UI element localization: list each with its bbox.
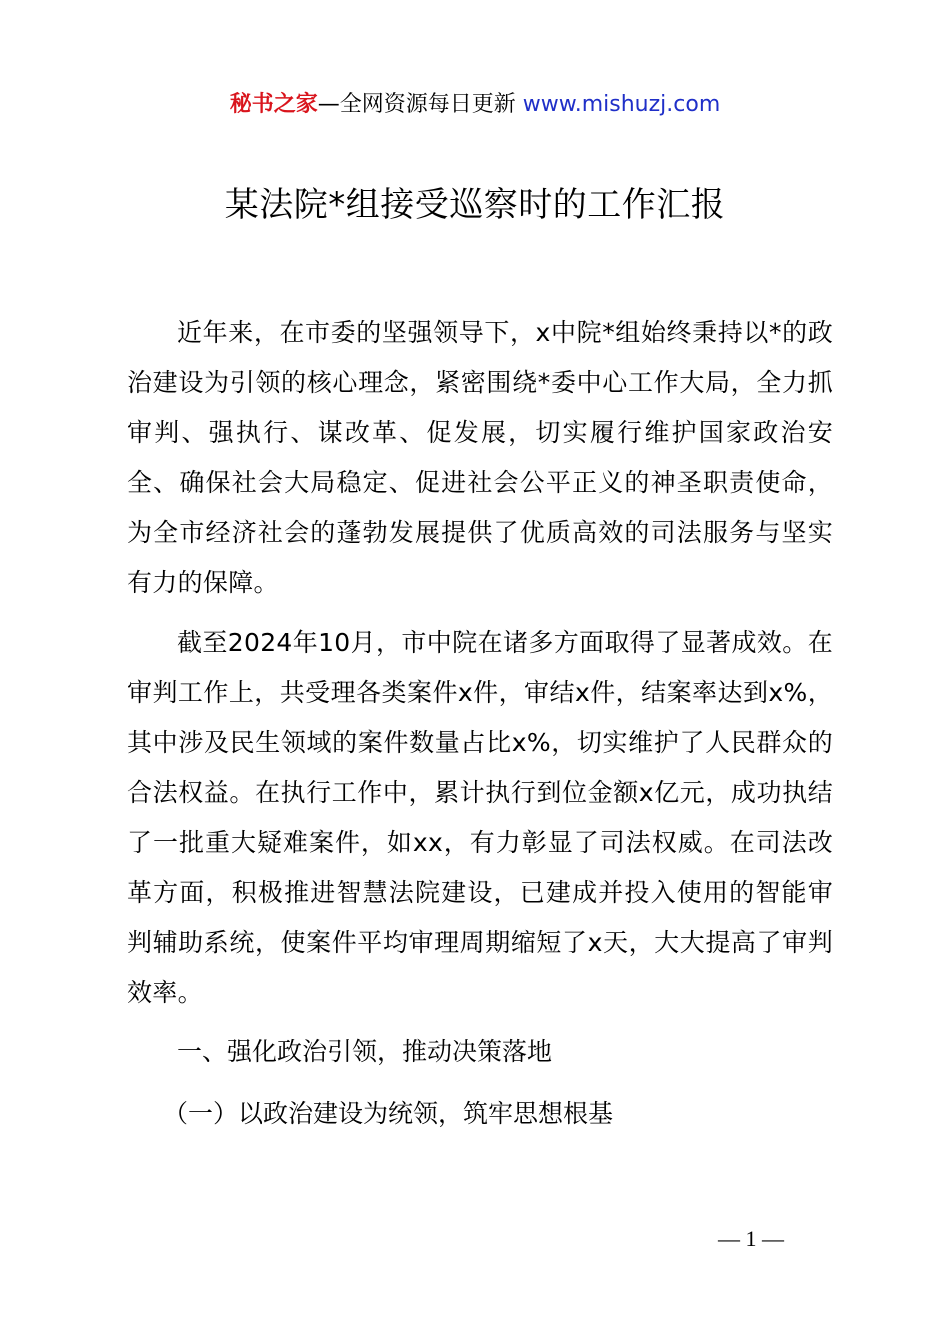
page-number: — 1 — [718,1226,784,1251]
header-url-link[interactable]: www.mishuzj.com [522,92,721,117]
paragraph-intro-block [127,308,833,608]
paragraph-intro: 近年来，在市委的坚强领导下，x中院*组始终秉持以*的政治建设为引领的核心理念，紧密围绕*委中心工作大局，全力抓审判、强执行、谋改革、促发展，切实履行维护国家政治安全、确保社会大局稳定、促进社会公平正义的神圣职责使命，为全市经济社会的蓬勃发展提供了优质高效的司法服务与坚实有力的保障。 [127,318,833,597]
paragraph-results: 截至2024年10月，市中院在诸多方面取得了显著成效。在审判工作上，共受理各类案件x件，审结x件，结案率达到x%，其中涉及民生领域的案件数量占比x%，切实维护了人民群众的合法权益。在执行工作中，累计执行到位金额x亿元，成功执结了一批重大疑难案件，如xx，有力彰显了司法权威。在司法改革方面，积极推进智慧法院建设，已建成并投入使用的智能审判辅助系统，使案件平均审理周期缩短了x天，大大提高了审判效率。 [127,628,833,1007]
header-brand: 秘书之家 [229,92,318,117]
header-slogan: —全网资源每日更新 [317,92,523,117]
site-header [0,88,950,122]
paragraph-results-block [127,618,833,1018]
subsection-heading-1: （一）以政治建设为统领，筑牢思想根基 [163,1099,614,1128]
document-title: 某法院*组接受巡察时的工作汇报 [224,185,726,225]
section-heading-1: 一、强化政治引领，推动决策落地 [177,1037,553,1066]
